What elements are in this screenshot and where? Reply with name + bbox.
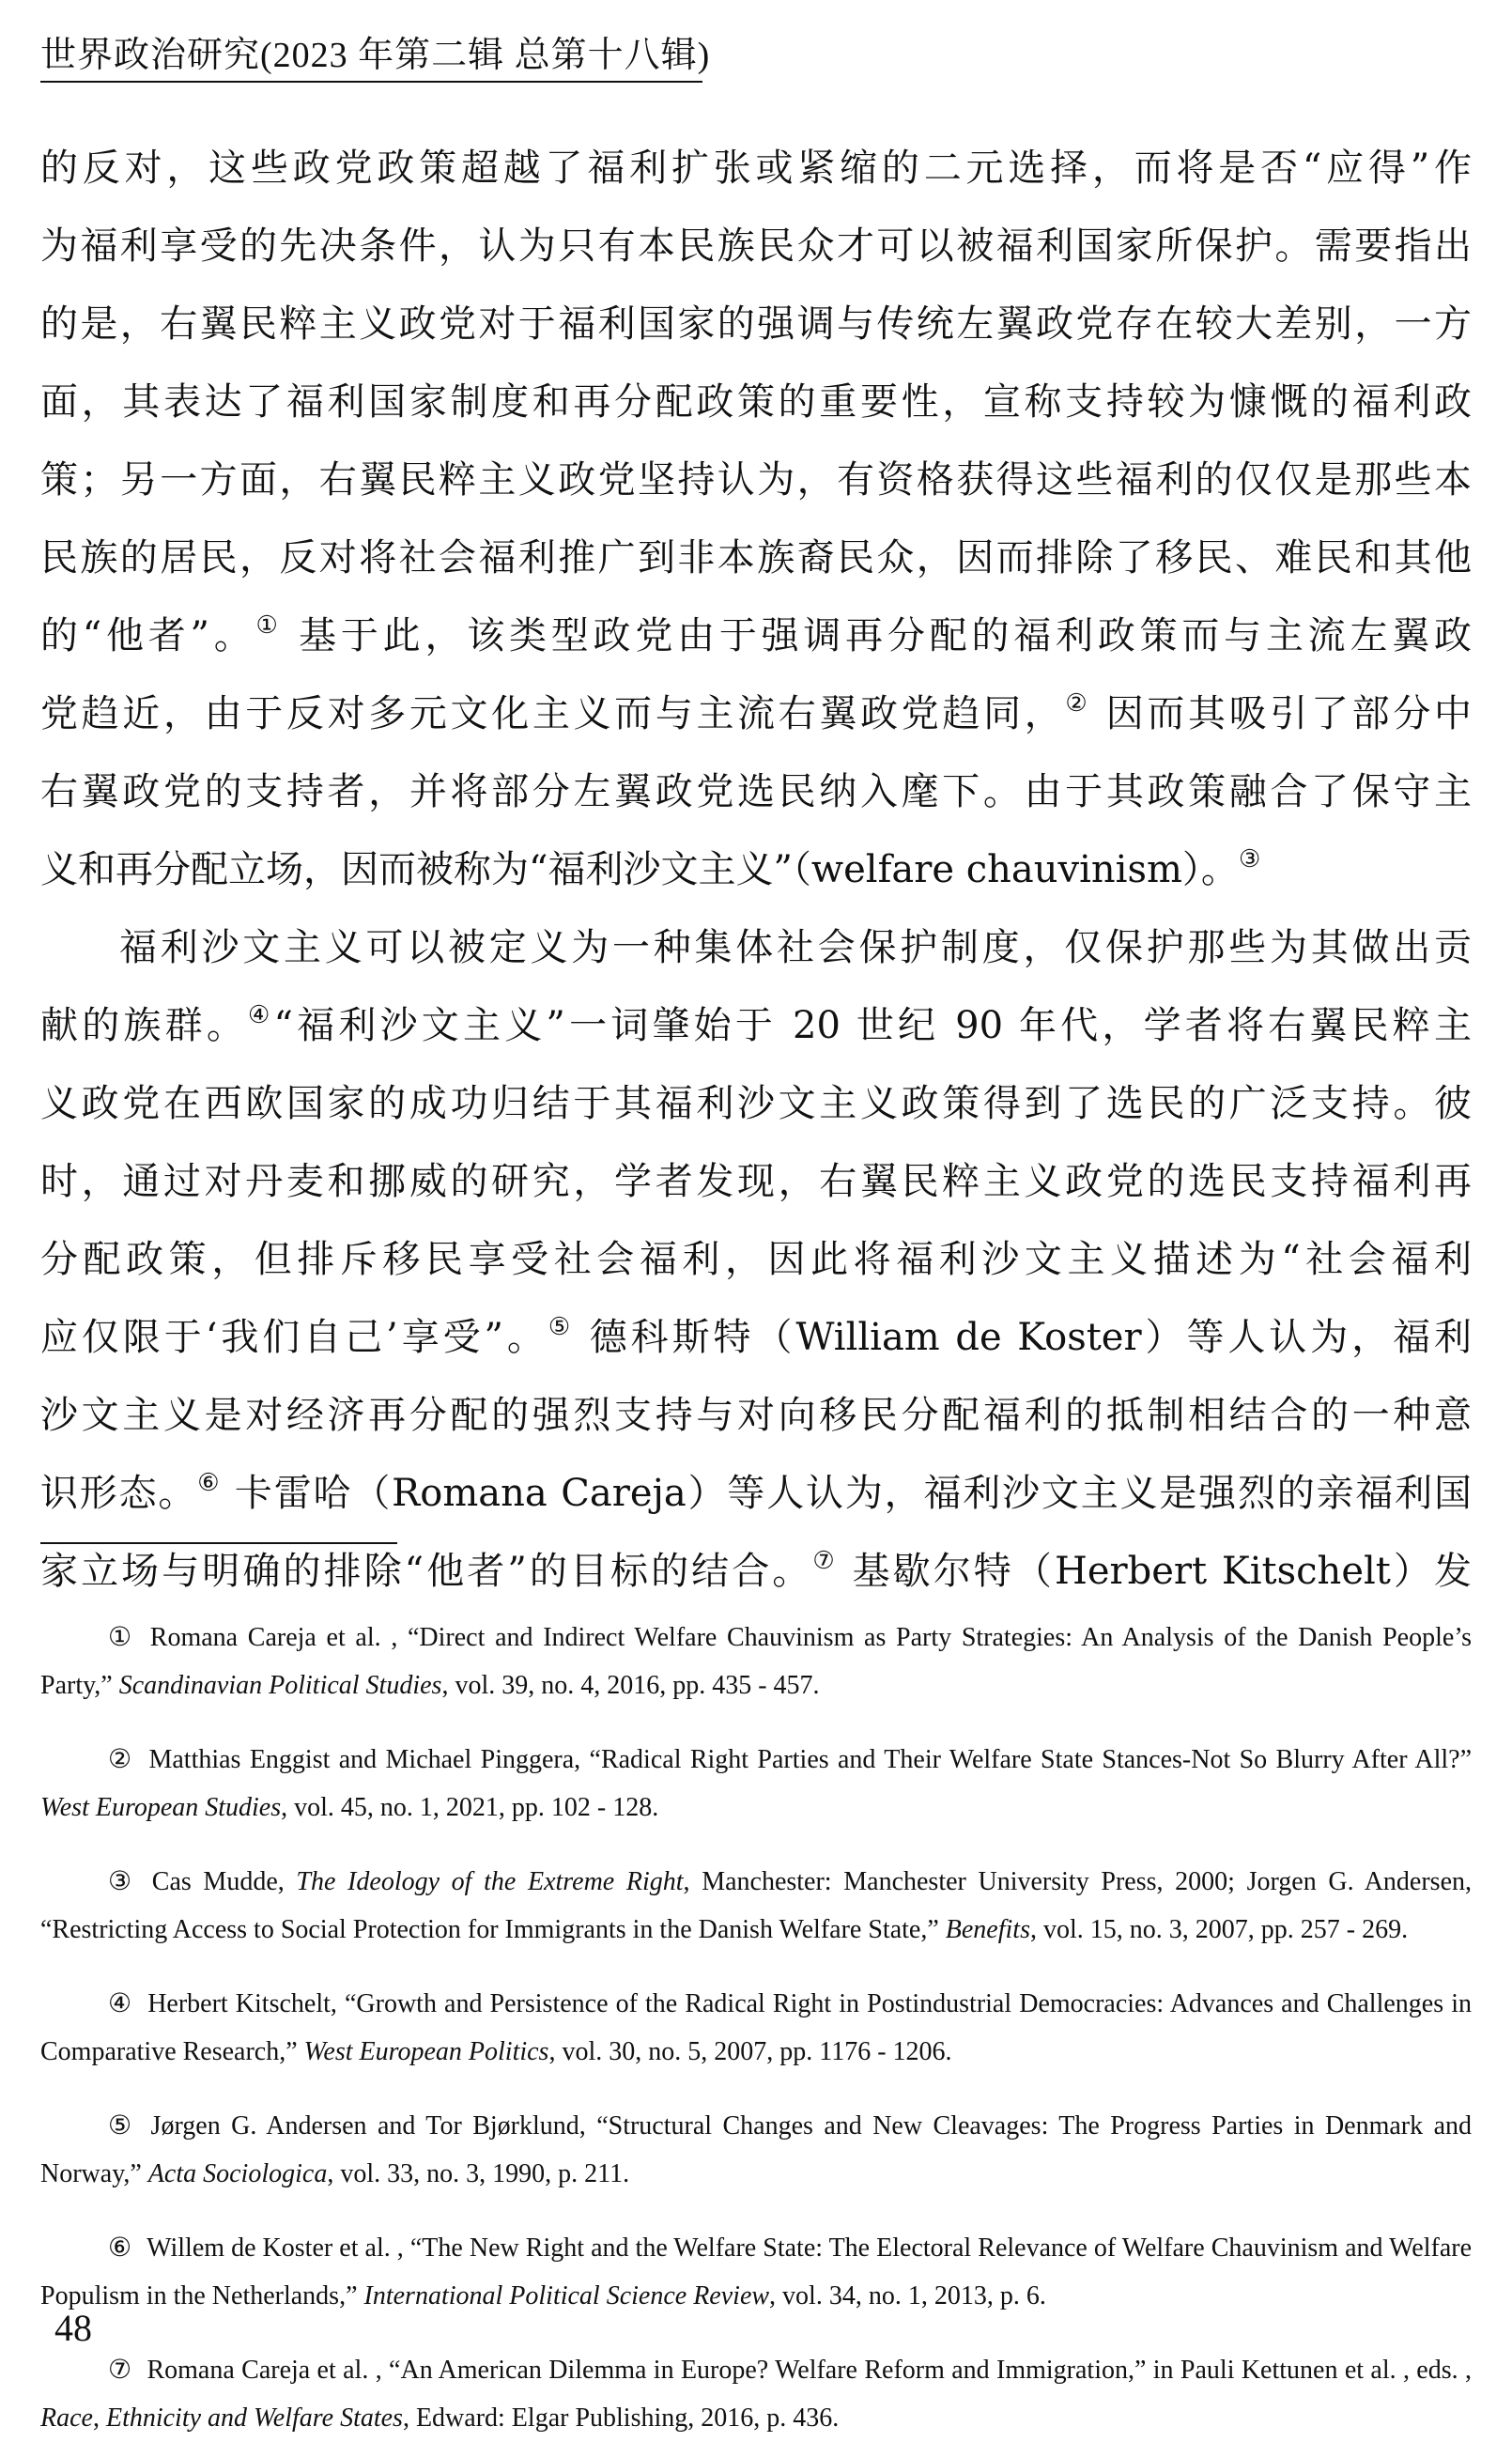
footnote-4: ④ Herbert Kitschelt, “Growth and Persistence of the Radical Right in Postindustrial Democracies: Advances and Challenges in Comparative Research,” West European Politics, vol. 30, no. 5, 2007, pp. 1176 - 1206. <box>40 1989 1472 2066</box>
footnote-7: ⑦ Romana Careja et al. , “An American Dilemma in Europe? Welfare Reform and Immigration,” in Pauli Kettunen et al. , eds. , Race, Ethnicity and Welfare States, Edward: Elgar Publishing, 2016, p. 436. <box>40 2356 1472 2433</box>
body-line: 右翼政党的支持者，并将部分左翼政党选民纳入麾下。由于其政策融合了保守主 <box>40 770 1472 813</box>
body-line: 家立场与明确的排除“他者”的目标的结合。⑦ 基歇尔特（Herbert Kitschelt）发 <box>40 1547 1473 1593</box>
body-line: 义和再分配立场，因而被称为“福利沙文主义”（welfare chauvinism）。③ <box>40 845 1261 891</box>
journal-title: Scandinavian Political Studies <box>118 1671 442 1700</box>
journal-title: International Political Science Review <box>363 2281 770 2311</box>
body-line: 义政党在西欧国家的成功归结于其福利沙文主义政策得到了选民的广泛支持。彼 <box>40 1082 1472 1125</box>
body-line: 的“他者”。① 基于此，该类型政党由于强调再分配的福利政策而与主流左翼政 <box>40 611 1473 657</box>
footnote-5: ⑤ Jørgen G. Andersen and Tor Bjørklund, “Structural Changes and New Cleavages: The Progress Parties in Denmark and Norway,” Acta Sociologica, vol. 33, no. 3, 1990, p. 211. <box>40 2111 1472 2188</box>
header-rule <box>40 81 702 83</box>
body-line: 面，其表达了福利国家制度和再分配政策的重要性，宣称支持较为慷慨的福利政 <box>40 380 1472 424</box>
body-line: 民族的居民，反对将社会福利推广到非本族裔民众，因而排除了移民、难民和其他 <box>40 536 1472 580</box>
body-line: 策；另一方面，右翼民粹主义政党坚持认为，有资格获得这些福利的仅仅是那些本 <box>40 458 1472 502</box>
body-line: 应仅限于‘我们自己’享受”。⑤ 德科斯特（William de Koster）等人认为，福利 <box>40 1313 1472 1359</box>
journal-title: West European Politics <box>303 2037 549 2066</box>
footnote-3: ③ Cas Mudde, The Ideology of the Extreme Right, Manchester: Manchester University Press, 2000; Jorgen G. Andersen, “Restricting Access to Social Protection for Immigrants in the Danish Welfare State,” Benefits, vol. 15, no. 3, 2007, pp. 257 - 269. <box>40 1867 1473 1944</box>
running-header <box>40 34 711 83</box>
body-line: 献的族群。④“福利沙文主义”一词肇始于 20 世纪 90 年代，学者将右翼民粹主 <box>40 1001 1473 1047</box>
footnote-ref-3[interactable]: ③ <box>1238 845 1261 873</box>
footnote-1: ① Romana Careja et al. , “Direct and Indirect Welfare Chauvinism as Party Strategies: An Analysis of the Danish People’s Party,” Scandinavian Political Studies, vol. 39, no. 4, 2016, pp. 435 - 457. <box>40 1623 1472 1700</box>
body-line: 为福利享受的先决条件，认为只有本民族民众才可以被福利国家所保护。需要指出 <box>40 224 1472 268</box>
journal-title: Acta Sociologica <box>147 2159 328 2188</box>
book-title: Ethnicity and Welfare States <box>105 2403 403 2433</box>
footnote-6: ⑥ Willem de Koster et al. , “The New Right and the Welfare State: The Electoral Relevance of Welfare Chauvinism and Welfare Populism in the Netherlands,” International Political Science Review, vol. 34, no. 1, 2013, p. 6. <box>40 2233 1473 2311</box>
paragraph-start-line: 福利沙文主义可以被定义为一种集体社会保护制度，仅保护那些为其做出贡 <box>119 926 1472 969</box>
body-line: 党趋近，由于反对多元文化主义而与主流右翼政党趋同，② 因而其吸引了部分中 <box>40 689 1472 735</box>
page-number: 48 <box>54 2307 92 2349</box>
body-line: 识形态。⑥ 卡雷哈（Romana Careja）等人认为，福利沙文主义是强烈的亲福利国 <box>40 1469 1472 1515</box>
footnote-ref-1[interactable]: ① <box>255 611 283 640</box>
body-line: 分配政策，但排斥移民享受社会福利，因此将福利沙文主义描述为“社会福利 <box>40 1238 1472 1281</box>
journal-title: 世界政治研究(2023 年第二辑 总第十八辑) <box>40 36 711 75</box>
book-title: Race <box>40 2403 93 2433</box>
footnote-ref-6[interactable]: ⑥ <box>197 1469 222 1497</box>
body-line: 的反对，这些政党政策超越了福利扩张或紧缩的二元选择，而将是否“应得”作 <box>40 147 1472 190</box>
journal-title: Benefits <box>945 1915 1030 1944</box>
body-line: 的是，右翼民粹主义政党对于福利国家的强调与传统左翼政党存在较大差别，一方 <box>40 302 1472 346</box>
footnote-ref-4[interactable]: ④ <box>248 1001 274 1029</box>
body-line: 沙文主义是对经济再分配的强烈支持与对向移民分配福利的抵制相结合的一种意 <box>40 1394 1472 1437</box>
footnote-ref-5[interactable]: ⑤ <box>548 1313 575 1341</box>
footnote-2: ② Matthias Enggist and Michael Pinggera, “Radical Right Parties and Their Welfare State Stances-Not So Blurry After All?” West European Studies, vol. 45, no. 1, 2021, pp. 102 - 128. <box>40 1745 1472 1822</box>
footnote-separator <box>40 1542 397 1544</box>
journal-title: West European Studies <box>40 1793 282 1822</box>
footnote-ref-2[interactable]: ② <box>1065 689 1091 718</box>
book-title: The Ideology of the Extreme Right <box>296 1867 684 1896</box>
footnotes <box>40 1587 1472 2442</box>
footnote-ref-7[interactable]: ⑦ <box>812 1547 838 1575</box>
body-text <box>40 143 1472 1624</box>
body-line: 时，通过对丹麦和挪威的研究，学者发现，右翼民粹主义政党的选民支持福利再 <box>40 1160 1472 1203</box>
